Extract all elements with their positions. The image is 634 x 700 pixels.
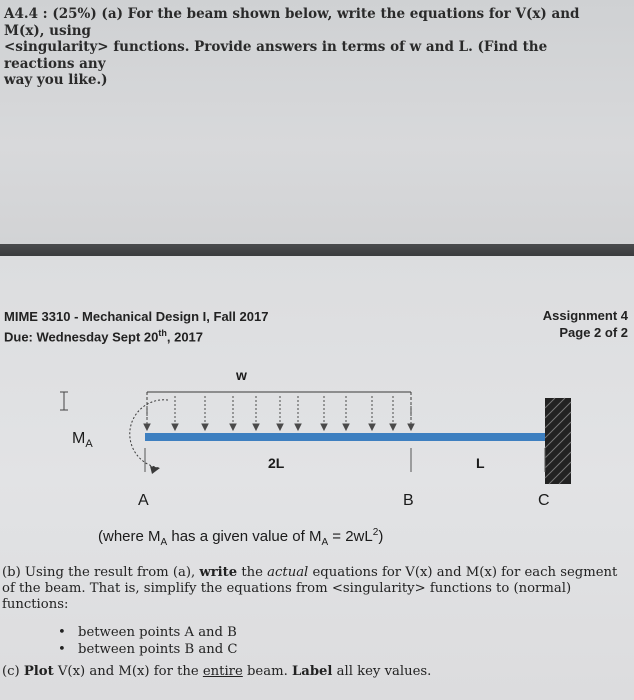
text-cursor-icon (60, 392, 68, 410)
load-arrow (295, 396, 301, 430)
load-arrows (144, 396, 414, 430)
beam (145, 433, 545, 441)
load-arrow (253, 396, 259, 430)
point-c-label: C (538, 492, 550, 509)
bullet-item: • between points A and B (58, 624, 237, 641)
question-line-3: way you like.) (4, 72, 108, 88)
moment-label: $M_A$ (72, 430, 93, 451)
load-arrow (321, 396, 327, 430)
top-page-sheet (0, 0, 634, 244)
page-gap-band (0, 244, 634, 256)
bullet-item: • between points B and C (58, 641, 237, 658)
span-label-l: L (476, 455, 485, 471)
question-line-2: <singularity> functions. Provide answers in terms of w and L. (Find the reactions any (4, 39, 548, 72)
question-text (4, 6, 614, 89)
load-arrow (277, 396, 283, 430)
dimension-ticks (145, 448, 545, 472)
fixed-wall (545, 398, 571, 484)
load-arrow (230, 396, 236, 430)
moment-caption: (where $M_A$ has a given value of $M_A = 2wL^2$) (98, 527, 384, 548)
assignment-header (543, 307, 628, 341)
due-date: Due: Wednesday Sept 20th, 2017 (4, 328, 204, 345)
point-a-label: A (138, 492, 149, 509)
load-label-w: w (236, 367, 247, 383)
load-arrow (144, 402, 150, 430)
page-number: Page 2 of 2 (559, 325, 628, 340)
course-header (4, 309, 268, 345)
load-arrow (343, 396, 349, 430)
load-arrow (202, 396, 208, 430)
load-arrow (369, 396, 375, 430)
point-b-label: B (403, 492, 414, 509)
assignment-title: Assignment 4 (542, 308, 628, 323)
load-arrow (390, 396, 396, 430)
part-c-text: (c) Plot V(x) and M(x) for the entire beam. Label all key values. (2, 664, 432, 679)
span-label-2l: 2L (268, 455, 285, 471)
question-line-1: A4.4 : (25%) (a) For the beam shown below, write the equations for V(x) and M(x), using (4, 6, 580, 39)
bullet-list (58, 624, 237, 658)
part-b-text: (b) Using the result from (a), write the actual equations for V(x) and M(x) for each segment of the beam. That is, simplify the equations from <singularity> functions to (normal) functions: (2, 565, 618, 612)
course-title: MIME 3310 - Mechanical Design I, Fall 2017 (4, 309, 269, 324)
load-arrow (172, 396, 178, 430)
load-arrow (408, 402, 414, 430)
moment-arrowhead (150, 466, 160, 474)
